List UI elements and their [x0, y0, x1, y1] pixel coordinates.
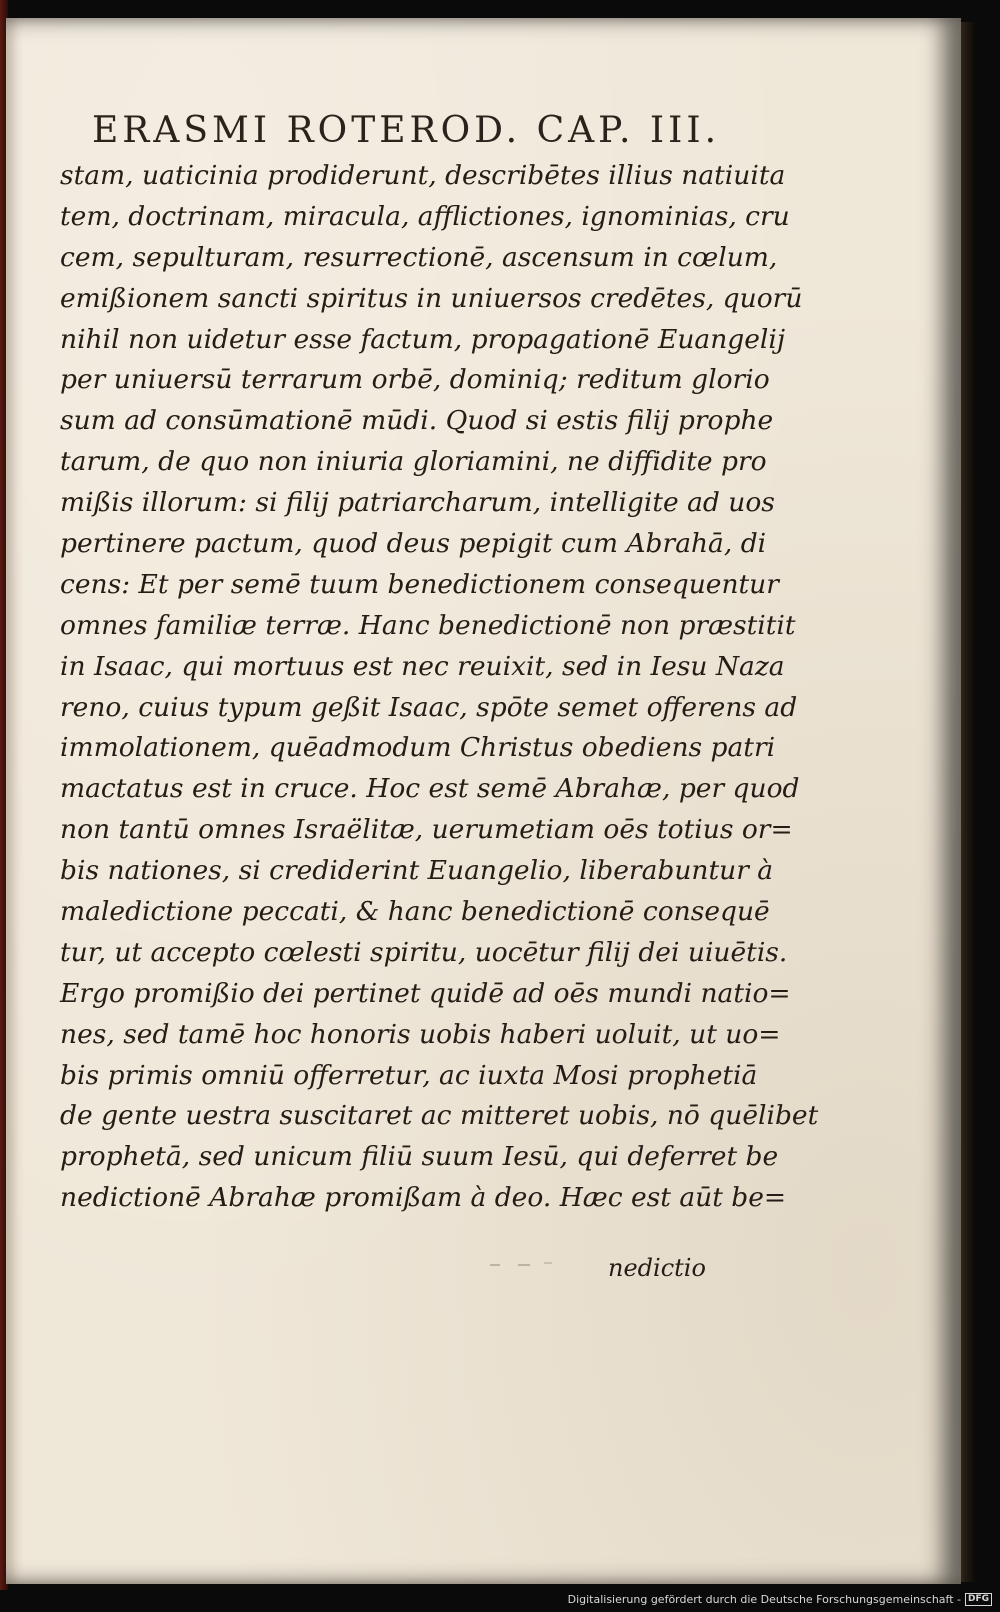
text-line: non tantū omnes Israëlitæ, uerumetiam oēs totius or= [60, 814, 793, 846]
text-line: pertinere pactum, quod deus pepigit cum Abrahā, di [60, 528, 767, 560]
text-line: reno, cuius typum geßit Isaac, spōte semet offerens ad [60, 691, 798, 723]
catchword: nedictio [608, 1254, 706, 1282]
digitization-credit [568, 1593, 992, 1606]
text-line: mißis illorum: si filij patriarcharum, intelligite ad uos [60, 487, 775, 519]
text-line: emißionem sancti spiritus in uniuersos credētes, quorū [60, 282, 803, 314]
text-line: tem, doctrinam, miracula, afflictiones, ignominias, cru [60, 200, 790, 232]
dfg-logo-icon: DFG [965, 1593, 992, 1606]
text-line: cem, sepulturam, resurrectionē, ascensum in cœlum, [60, 241, 778, 273]
text-line: prophetā, sed unicum filiū suum Iesū, qui deferret be [60, 1141, 779, 1173]
text-line: bis nationes, si crediderint Euangelio, liberabuntur à [60, 855, 774, 887]
text-line: stam, uaticinia prodiderunt, describētes illius natiuita [60, 160, 786, 191]
text-line: sum ad consūmationē mūdi. Quod si estis filij prophe [60, 405, 774, 437]
ink-blemish [488, 1258, 568, 1272]
text-line: immolationem, quēadmodum Christus obediens patri [60, 732, 776, 764]
body-text [60, 156, 819, 1219]
text-line: nihil non uidetur esse factum, propagationē Euangelij [60, 323, 786, 355]
text-line: bis primis omniū offerretur, ac iuxta Mosi prophetiā [60, 1059, 758, 1091]
text-line: nes, sed tamē hoc honoris uobis haberi uoluit, ut uo= [60, 1018, 781, 1050]
text-line: maledictione peccati, & hanc benedictionē consequē [60, 896, 770, 928]
text-line: per uniuersū terrarum orbē, dominiq; reditum glorio [60, 364, 770, 396]
credit-text: Digitalisierung gefördert durch die Deutsche Forschungsgemeinschaft - [567, 1593, 961, 1606]
text-line: nedictionē Abrahæ promißam à deo. Hæc est aūt be= [60, 1182, 787, 1214]
text-line: tarum, de quo non iniuria gloriamini, ne diffidite pro [60, 446, 767, 478]
text-line: tur, ut accepto cœlesti spiritu, uocētur filij dei uiuētis. [60, 936, 788, 968]
text-line: omnes familiæ terræ. Hanc benedictionē non præstitit [60, 609, 796, 641]
text-line: Ergo promißio dei pertinet quidē ad oēs mundi natio= [60, 977, 791, 1009]
text-line: de gente uestra suscitaret ac mitteret uobis, nō quēlibet [60, 1100, 819, 1132]
text-line: mactatus est in cruce. Hoc est semē Abrahæ, per quod [60, 773, 800, 805]
running-head: ERASMI ROTEROD. CAP. III. [92, 110, 721, 151]
text-line: cens: Et per semē tuum benedictionem consequentur [60, 568, 779, 600]
text-line: in Isaac, qui mortuus est nec reuixit, sed in Iesu Naza [60, 650, 785, 682]
